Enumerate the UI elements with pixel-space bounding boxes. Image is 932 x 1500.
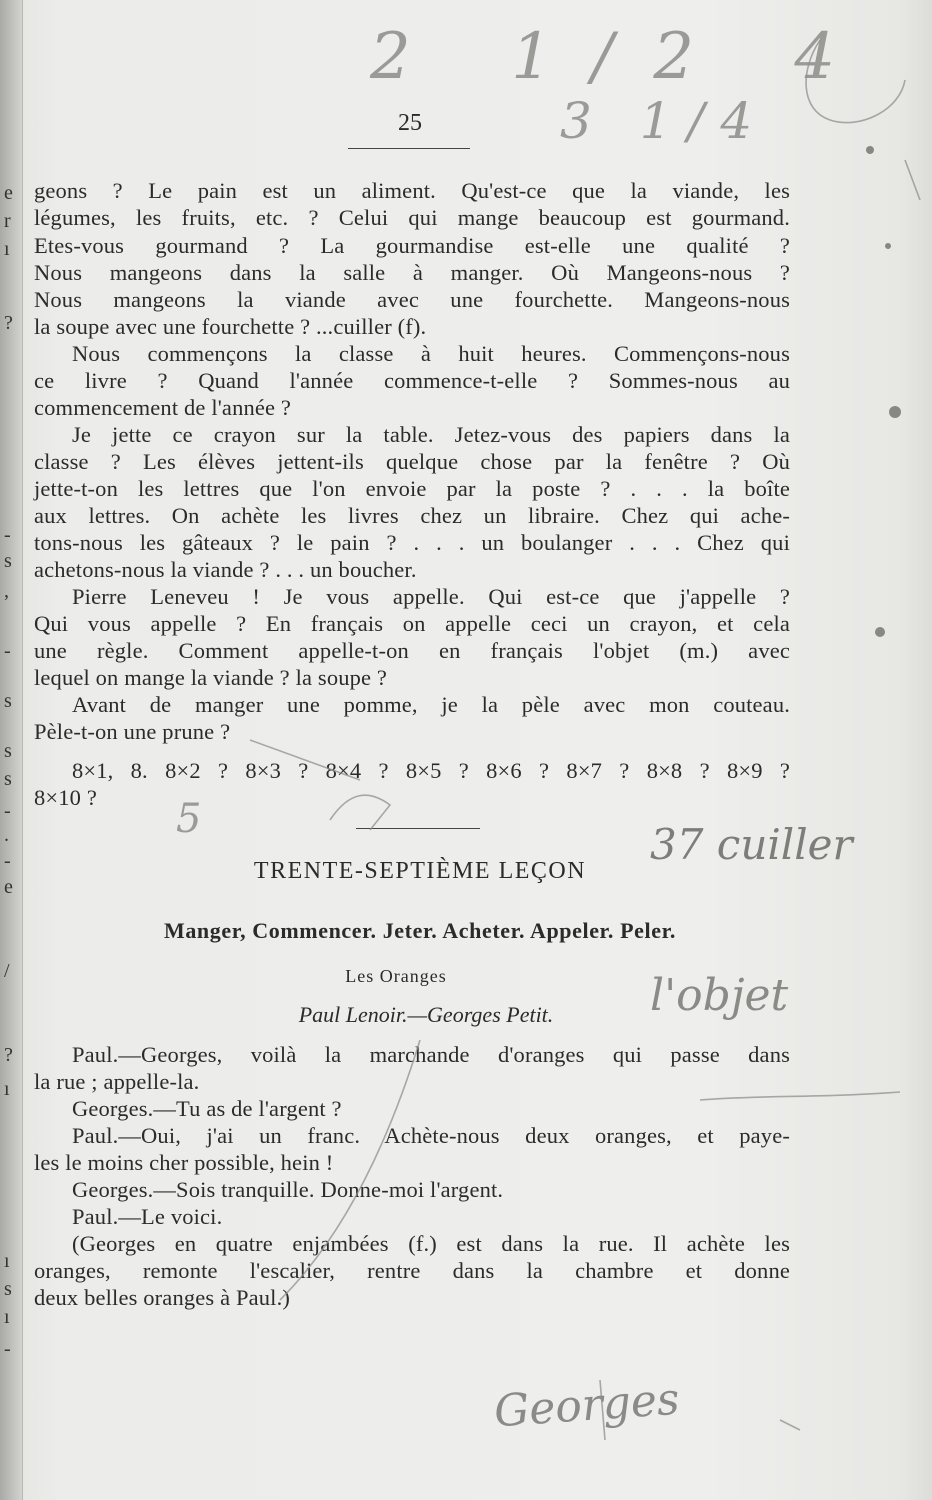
gutter-letter: s (4, 1278, 12, 1300)
gutter-letter: . (4, 824, 9, 846)
dialogue-line: deux belles oranges à Paul.) (34, 1285, 290, 1310)
pencil-signature: Georges (492, 1373, 682, 1438)
verbs-heading: Manger, Commencer. Jeter. Acheter. Appeler. Peler. (163, 918, 677, 943)
gutter-letter: - (4, 850, 11, 872)
dialogue-line: Georges.—Sois tranquille. Donne-moi l'argent. (72, 1177, 504, 1202)
text-line: Pèle-t-on une prune ? (34, 719, 231, 744)
gutter-letter: s (4, 550, 12, 572)
text-line: classe ? Les élèves jettent-ils quelque chose par la fenêtre ? Où (34, 449, 790, 474)
dialogue-line: Georges.—Tu as de l'argent ? (72, 1096, 342, 1121)
text-line: Qui vous appelle ? En français on appelle ceci un crayon, et cela (34, 611, 790, 636)
pencil-margin-lesson: 37 cuiller (650, 820, 853, 869)
gutter-letter: ı (4, 1306, 10, 1328)
page-number: 25 (398, 110, 422, 136)
text-line: légumes, les fruits, etc. ? Celui qui mange beaucoup est gourmand. (34, 205, 790, 230)
text-line: achetons-nous la viande ? . . . un boucher. (34, 557, 417, 582)
gutter-letter: s (4, 740, 12, 762)
gutter-letter: ? (4, 1044, 13, 1066)
characters-line: Paul Lenoir.—Georges Petit. (298, 1002, 554, 1027)
text-line: aux lettres. On achète les livres chez un libraire. Chez qui ache- (34, 503, 790, 528)
pencil-five: 5 (176, 796, 202, 842)
gutter-letter: / (4, 960, 10, 982)
pencil-objet: l'objet (650, 970, 789, 1021)
text-line: jette-t-on les lettres que l'on envoie par la poste ? . . . la boîte (34, 476, 790, 501)
gutter-letter: - (4, 800, 11, 822)
gutter-letter: e (4, 182, 13, 204)
dialogue-line: (Georges en quatre enjambées (f.) est dans la rue. Il achète les (72, 1231, 790, 1256)
text-line: Avant de manger une pomme, je la pèle avec mon couteau. (72, 692, 790, 717)
gutter-letter: ı (4, 238, 10, 260)
gutter-letter: ı (4, 1250, 10, 1272)
dialogue-line: Paul.—Oui, j'ai un franc. Achète-nous deux oranges, et paye- (72, 1123, 790, 1148)
dialogue-line: Paul.—Georges, voilà la marchande d'oranges qui passe dans (72, 1042, 790, 1067)
text-line: Nous mangeons dans la salle à manger. Où Mangeons-nous ? (34, 260, 790, 285)
gutter-letter: - (4, 640, 11, 662)
gutter-letter: s (4, 690, 12, 712)
text-line: une règle. Comment appelle-t-on en français l'objet (m.) avec (34, 638, 790, 663)
text-line: geons ? Le pain est un aliment. Qu'est-ce que la viande, les (34, 178, 790, 203)
gutter-letter: - (4, 524, 11, 546)
text-line: Pierre Leneveu ! Je vous appelle. Qui est-ce que j'appelle ? (72, 584, 790, 609)
gutter-letter: s (4, 768, 12, 790)
multiplication-line: 8×1, 8. 8×2 ? 8×3 ? 8×4 ? 8×5 ? 8×6 ? 8×7 ? 8×8 ? 8×9 ? (72, 758, 790, 783)
gutter-letter: ? (4, 312, 13, 334)
dialogue-line: les le moins cher possible, hein ! (34, 1150, 334, 1175)
text-line: lequel on mange la viande ? la soupe ? (34, 665, 388, 690)
text-line: tons-nous les gâteaux ? le pain ? . . . un boulanger . . . Chez qui (34, 530, 790, 555)
dialogue-line: oranges, remonte l'escalier, rentre dans la chambre et donne (34, 1258, 790, 1283)
text-line: la soupe avec une fourchette ? ...cuiller (f). (34, 314, 427, 339)
pencil-top-fraction: 3 1/4 (560, 92, 769, 150)
multiplication-line: 8×10 ? (34, 785, 97, 810)
section-rule (356, 828, 480, 829)
text-line: Etes-vous gourmand ? La gourmandise est-elle une qualité ? (34, 233, 790, 258)
text-line: Je jette ce crayon sur la table. Jetez-vous des papiers dans la (72, 422, 790, 447)
gutter-letter: r (4, 210, 11, 232)
reading-title: Les Oranges (345, 966, 447, 986)
gutter-letter: - (4, 1338, 11, 1360)
text-line: ce livre ? Quand l'année commence-t-elle ? Sommes-nous au (34, 368, 790, 393)
lesson-title: TRENTE-SEPTIÈME LEÇON (253, 858, 587, 884)
pencil-top-numbers: 2 1/2 4 (370, 20, 876, 94)
text-line: Nous commençons la classe à huit heures. Commençons-nous (72, 341, 790, 366)
gutter-letter: , (4, 580, 9, 602)
text-line: Nous mangeons la viande avec une fourchette. Mangeons-nous (34, 287, 790, 312)
gutter-letter: ı (4, 1078, 10, 1100)
gutter-letter: e (4, 876, 13, 898)
dialogue-line: la rue ; appelle-la. (34, 1069, 200, 1094)
text-line: commencement de l'année ? (34, 395, 292, 420)
dialogue-line: Paul.—Le voici. (72, 1204, 223, 1229)
top-rule (348, 148, 470, 149)
